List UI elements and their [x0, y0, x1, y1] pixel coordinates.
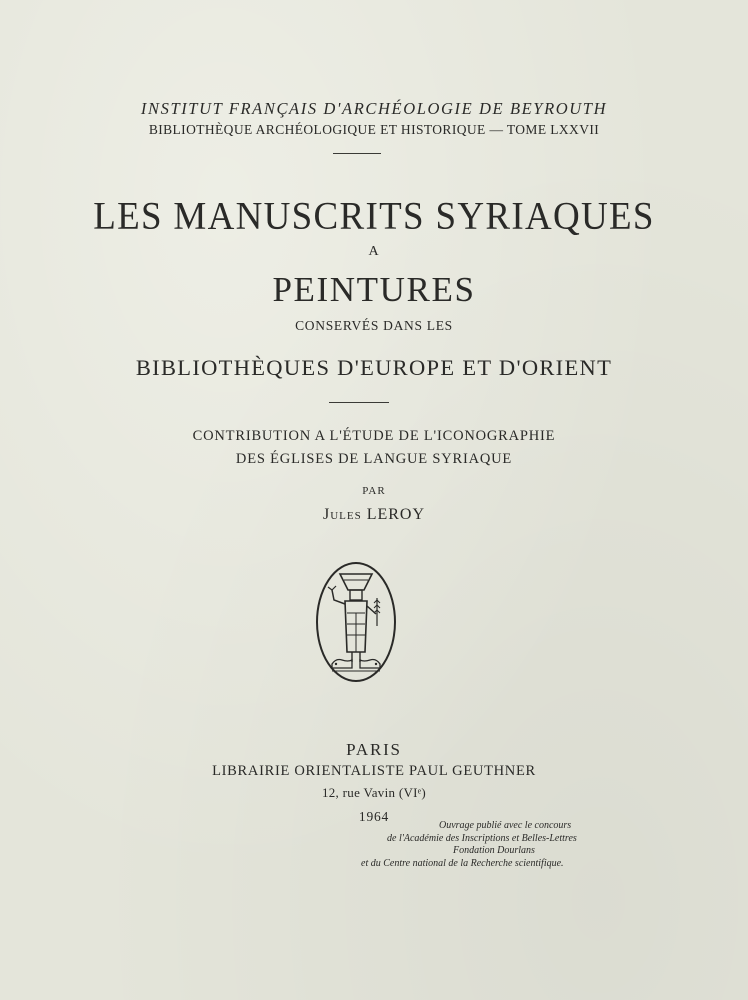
subtitle-line-1: CONTRIBUTION A L'ÉTUDE DE L'ICONOGRAPHIE [192, 428, 556, 444]
imprint-city: PARIS [346, 740, 402, 759]
note-line-1: Ouvrage publié avec le concours [439, 820, 572, 831]
author-name: Jules LEROY [322, 506, 426, 523]
title-line-5: BIBLIOTHÈQUES D'EUROPE ET D'ORIENT [135, 355, 613, 380]
note-line-4: et du Centre national de la Recherche scientifique. [361, 857, 564, 869]
divider-middle [329, 402, 389, 403]
series-name: BIBLIOTHÈQUE ARCHÉOLOGIQUE ET HISTORIQUE — TOME LXXVII [148, 122, 600, 137]
byline-par: PAR [362, 485, 386, 497]
subtitle-line-2: DES ÉGLISES DE LANGUE SYRIAQUE [235, 451, 513, 467]
imprint-year: 1964 [358, 809, 390, 824]
title-line-2: A [368, 244, 380, 259]
note-line-3: Fondation Dourlans [453, 845, 535, 856]
publication-note [345, 820, 685, 870]
seal-emblem-icon [314, 560, 398, 684]
title-line-3: PEINTURES [272, 270, 476, 309]
note-line-2: de l'Académie des Inscriptions et Belles-Lettres [387, 832, 577, 844]
imprint-address: 12, rue Vavin (VIᵉ) [321, 785, 427, 800]
divider-top [333, 153, 381, 154]
institute-name: INSTITUT FRANÇAIS D'ARCHÉOLOGIE DE BEYROUTH [140, 99, 608, 118]
title-line-4: CONSERVÉS DANS LES [295, 318, 453, 333]
title-line-1: LES MANUSCRITS SYRIAQUES [93, 194, 655, 239]
imprint-publisher: LIBRAIRIE ORIENTALISTE PAUL GEUTHNER [212, 763, 536, 779]
